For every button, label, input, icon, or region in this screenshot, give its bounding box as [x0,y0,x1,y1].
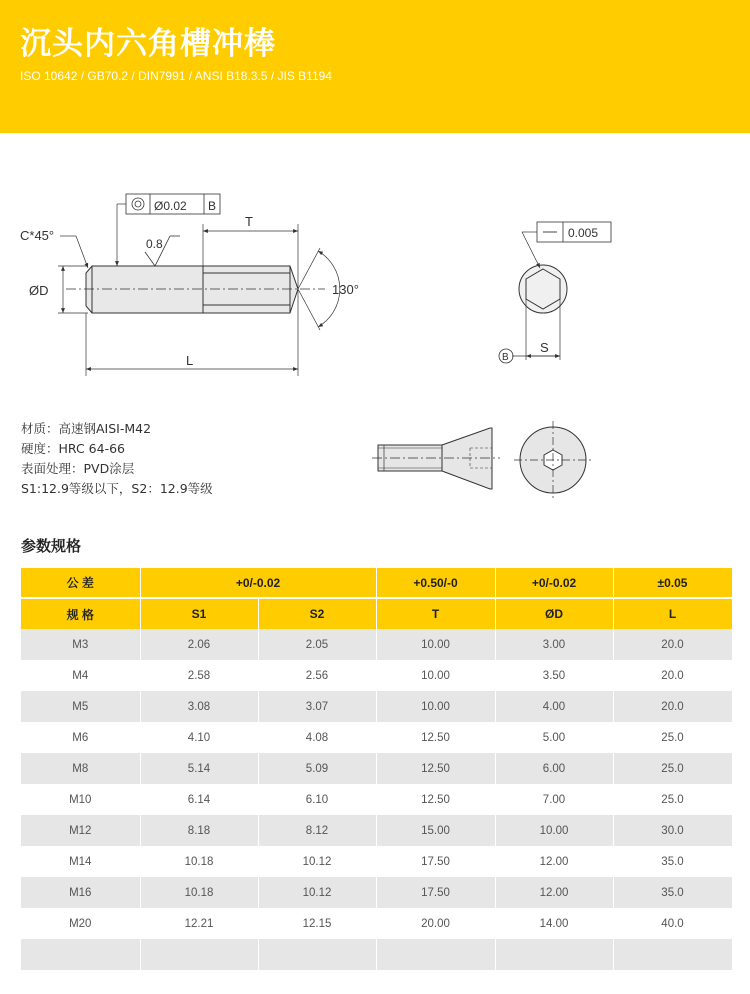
label-flatness: 0.005 [568,226,599,240]
header-s2: S2 [258,598,376,629]
cell-d: 4.00 [495,691,613,722]
cell-d: 10.00 [495,815,613,846]
cell-d: 14.00 [495,908,613,939]
cell-s1: 6.14 [140,784,258,815]
table-row [21,691,732,722]
title-banner [0,0,750,133]
header-t: T [376,598,495,629]
cell-spec [21,939,140,970]
label-datum: B [208,199,217,213]
table-row [21,939,732,970]
cell-d: 3.50 [495,660,613,691]
tolerance-s: +0/-0.02 [140,568,376,598]
label-s: S [540,340,549,355]
cell-spec: M20 [21,908,140,939]
spec-material: 材质：高速钢AISI-M42 [21,421,152,436]
cell-s1: 10.18 [140,877,258,908]
cell-spec: M16 [21,877,140,908]
header-l: L [613,598,732,629]
cell-spec: M5 [21,691,140,722]
screw-top-view [514,421,592,499]
cell-t: 12.50 [376,753,495,784]
cell-s1: 2.58 [140,660,258,691]
label-chamfer: C*45° [20,228,55,243]
spec-surface: 表面处理：PVD涂层 [21,461,135,476]
table-row [21,629,732,660]
cell-t [376,939,495,970]
header-d: ØD [495,598,613,629]
screw-side-view [372,428,500,489]
cell-t: 17.50 [376,877,495,908]
label-concentricity: Ø0.02 [154,199,187,213]
cell-spec: M14 [21,846,140,877]
table-row [21,846,732,877]
table-row [21,722,732,753]
material-specs [21,419,213,499]
table-row [21,815,732,846]
cell-t: 10.00 [376,660,495,691]
cell-s2: 8.12 [258,815,376,846]
cell-spec: M3 [21,629,140,660]
cell-s1: 12.21 [140,908,258,939]
cell-d [495,939,613,970]
label-angle: 130° [332,282,359,297]
section-title: 参数规格 [21,537,82,555]
cell-d: 3.00 [495,629,613,660]
cell-spec: M8 [21,753,140,784]
table-row [21,908,732,939]
cell-s1: 2.06 [140,629,258,660]
cell-s2: 4.08 [258,722,376,753]
tolerance-label: 公 差 [21,568,140,598]
header-spec: 规 格 [21,598,140,629]
cell-d: 12.00 [495,846,613,877]
cell-l [613,939,732,970]
cell-s2: 12.15 [258,908,376,939]
cell-s1: 4.10 [140,722,258,753]
table-row [21,784,732,815]
cell-s1: 5.14 [140,753,258,784]
cell-l: 25.0 [613,722,732,753]
cell-s1: 8.18 [140,815,258,846]
cell-l: 20.0 [613,660,732,691]
label-t: T [245,214,253,229]
cell-t: 10.00 [376,691,495,722]
cell-l: 30.0 [613,815,732,846]
cell-spec: M12 [21,815,140,846]
cell-s2: 10.12 [258,877,376,908]
cell-d: 6.00 [495,753,613,784]
label-roughness: 0.8 [146,237,163,251]
table-row [21,877,732,908]
parameter-table [21,568,733,970]
cell-s1 [140,939,258,970]
label-l: L [186,353,194,368]
cell-s1: 10.18 [140,846,258,877]
cell-s2: 10.12 [258,846,376,877]
cell-t: 12.50 [376,784,495,815]
spec-hardness: 硬度：HRC 64-66 [21,441,125,456]
tolerance-t: +0.50/-0 [376,568,495,598]
spec-grade: S1:12.9等级以下，S2：12.9等级 [21,481,213,496]
cell-t: 20.00 [376,908,495,939]
standards-line: ISO 10642 / GB70.2 / DIN7991 / ANSI B18.3.5 / JIS B1194 [20,69,332,83]
cell-s2: 2.56 [258,660,376,691]
header-s1: S1 [140,598,258,629]
cell-l: 20.0 [613,691,732,722]
cell-s2: 2.05 [258,629,376,660]
cell-l: 35.0 [613,846,732,877]
table-row [21,660,732,691]
cell-spec: M6 [21,722,140,753]
cell-l: 35.0 [613,877,732,908]
cell-d: 5.00 [495,722,613,753]
cell-spec: M4 [21,660,140,691]
page-title: 沉头内六角槽冲棒 [20,26,276,62]
cell-t: 10.00 [376,629,495,660]
table-row [21,753,732,784]
cell-s2: 3.07 [258,691,376,722]
cell-d: 12.00 [495,877,613,908]
cell-d: 7.00 [495,784,613,815]
cell-s2 [258,939,376,970]
cell-l: 40.0 [613,908,732,939]
cell-l: 25.0 [613,753,732,784]
tolerance-l: ±0.05 [613,568,732,598]
punch-side-view [66,266,325,313]
cell-s1: 3.08 [140,691,258,722]
label-datum-b: B [502,352,509,363]
tolerance-row [21,568,732,598]
cell-t: 12.50 [376,722,495,753]
cell-l: 20.0 [613,629,732,660]
cell-spec: M10 [21,784,140,815]
cell-s2: 5.09 [258,753,376,784]
header-row [21,598,732,629]
label-diameter: ØD [29,283,49,298]
tolerance-d: +0/-0.02 [495,568,613,598]
cell-t: 17.50 [376,846,495,877]
cell-s2: 6.10 [258,784,376,815]
cell-l: 25.0 [613,784,732,815]
cell-t: 15.00 [376,815,495,846]
